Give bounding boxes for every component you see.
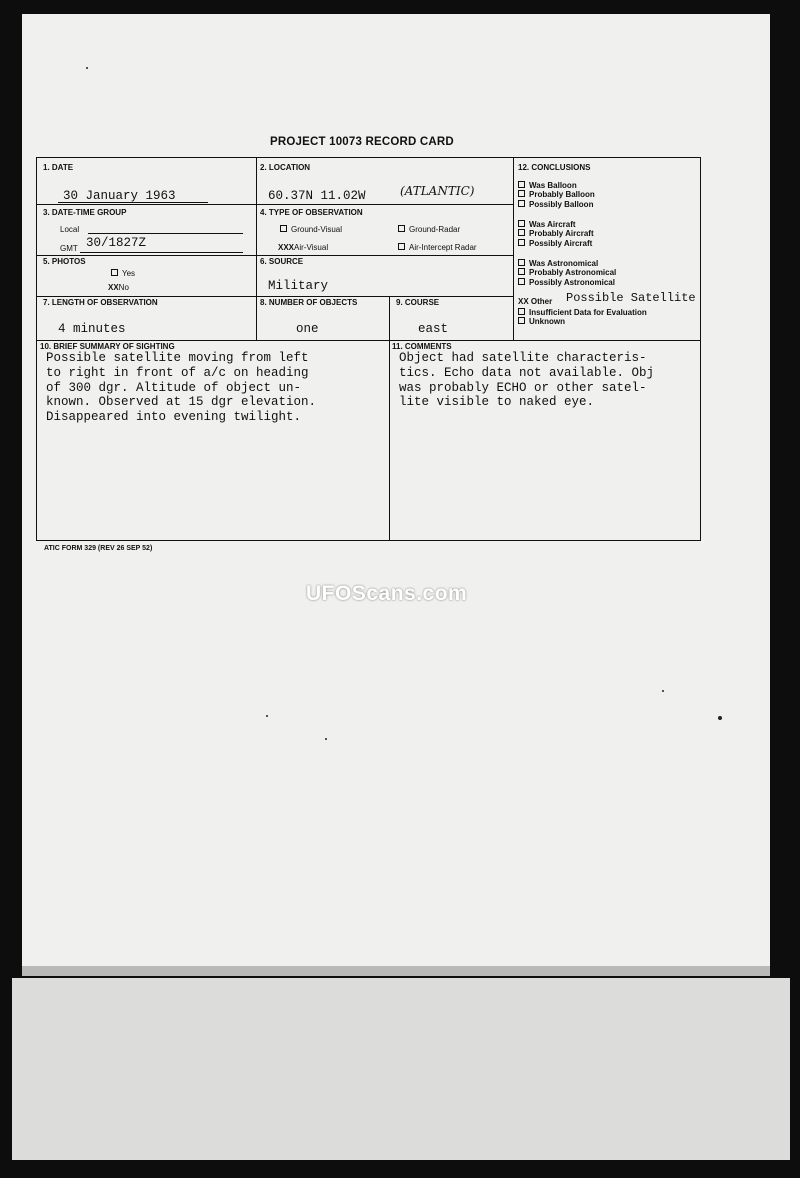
checkbox	[518, 229, 525, 236]
speck	[325, 738, 327, 740]
divider	[37, 340, 700, 341]
summary-label: 10. BRIEF SUMMARY OF SIGHTING	[40, 342, 175, 351]
option-air-intercept-radar: Air-Intercept Radar	[398, 243, 477, 252]
checkbox	[111, 269, 118, 276]
comments-line: tics. Echo data not available. Obj	[399, 365, 655, 380]
checkbox	[518, 317, 525, 324]
underlying-page	[12, 978, 790, 1160]
comments-text	[399, 351, 654, 410]
source-value: Military	[268, 279, 329, 293]
gmt-underline	[80, 252, 243, 253]
speck	[662, 690, 664, 692]
divider	[37, 296, 513, 297]
checkbox	[518, 308, 525, 315]
length-value: 4 minutes	[58, 322, 126, 336]
length-label: 7. LENGTH OF OBSERVATION	[43, 298, 158, 307]
divider	[513, 158, 514, 340]
date-underline	[58, 202, 208, 203]
checkbox	[280, 225, 287, 232]
checkbox	[518, 200, 525, 207]
date-value: 30 January 1963	[63, 189, 176, 203]
divider	[37, 255, 513, 256]
conclusions-other: XX Other	[518, 297, 553, 306]
conclusions-label: 12. CONCLUSIONS	[518, 163, 591, 172]
checkbox	[398, 225, 405, 232]
checkbox	[398, 243, 405, 250]
checked-mark: XX	[518, 297, 529, 306]
photos-no: XXNo	[108, 283, 129, 292]
location-value: 60.37N 11.02W	[268, 189, 366, 203]
conclusions-astronomical: Was Astronomical Probably Astronomical Possibly Astronomical	[518, 259, 616, 287]
card-title: PROJECT 10073 RECORD CARD	[270, 136, 454, 148]
comments-line: Object had satellite characteris-	[399, 351, 647, 365]
objects-label: 8. NUMBER OF OBJECTS	[260, 298, 358, 307]
photos-yes: Yes	[111, 269, 135, 278]
type-label: 4. TYPE OF OBSERVATION	[260, 208, 363, 217]
divider	[389, 296, 390, 540]
summary-line: to right in front of a/c on heading	[46, 365, 309, 380]
local-label: Local	[60, 225, 80, 234]
comments-line: lite visible to naked eye.	[399, 395, 595, 410]
conclusions-balloon: Was Balloon Probably Balloon Possibly Balloon	[518, 181, 595, 209]
objects-value: one	[296, 322, 319, 336]
photos-label: 5. PHOTOS	[43, 257, 86, 266]
gmt-label: GMT	[60, 244, 78, 253]
checkbox	[518, 239, 525, 246]
other-value: Possible Satellite	[566, 291, 696, 305]
location-handwritten: (ATLANTIC)	[400, 184, 475, 198]
summary-line: of 300 dgr. Altitude of object un-	[46, 380, 302, 395]
speck	[718, 716, 722, 720]
dtg-label: 3. DATE-TIME GROUP	[43, 208, 127, 217]
divider	[256, 158, 257, 340]
paper-edge	[22, 966, 770, 976]
option-ground-radar: Ground-Radar	[398, 225, 460, 234]
checked-mark: XXX	[278, 243, 295, 252]
checkbox	[518, 278, 525, 285]
checkbox	[518, 220, 525, 227]
local-underline	[88, 233, 243, 234]
speck	[266, 715, 268, 717]
gmt-value: 30/1827Z	[86, 236, 147, 250]
option-air-visual: XXXAir-Visual	[278, 243, 329, 252]
watermark: UFOScans.com	[306, 582, 468, 605]
source-label: 6. SOURCE	[260, 257, 304, 266]
course-label: 9. COURSE	[396, 298, 440, 307]
summary-text	[46, 351, 316, 425]
checked-mark: XX	[108, 283, 119, 292]
conclusions-remaining: Insufficient Data for Evaluation Unknown	[518, 308, 647, 327]
form-number: ATIC FORM 329 (REV 26 SEP 52)	[44, 545, 153, 552]
summary-line: known. Observed at 15 dgr elevation.	[46, 395, 317, 410]
summary-line: Disappeared into evening twilight.	[46, 410, 302, 425]
date-label: 1. DATE	[43, 163, 74, 172]
comments-label: 11. COMMENTS	[392, 342, 452, 351]
comments-line: was probably ECHO or other satel-	[399, 380, 647, 395]
checkbox	[518, 268, 525, 275]
summary-line: Possible satellite moving from left	[46, 351, 309, 365]
checkbox	[518, 190, 525, 197]
course-value: east	[418, 322, 449, 336]
speck	[86, 67, 88, 69]
conclusions-aircraft: Was Aircraft Probably Aircraft Possibly Aircraft	[518, 220, 594, 248]
option-ground-visual: Ground-Visual	[280, 225, 342, 234]
location-label: 2. LOCATION	[260, 163, 311, 172]
checkbox	[518, 259, 525, 266]
divider	[37, 204, 513, 205]
checkbox	[518, 181, 525, 188]
